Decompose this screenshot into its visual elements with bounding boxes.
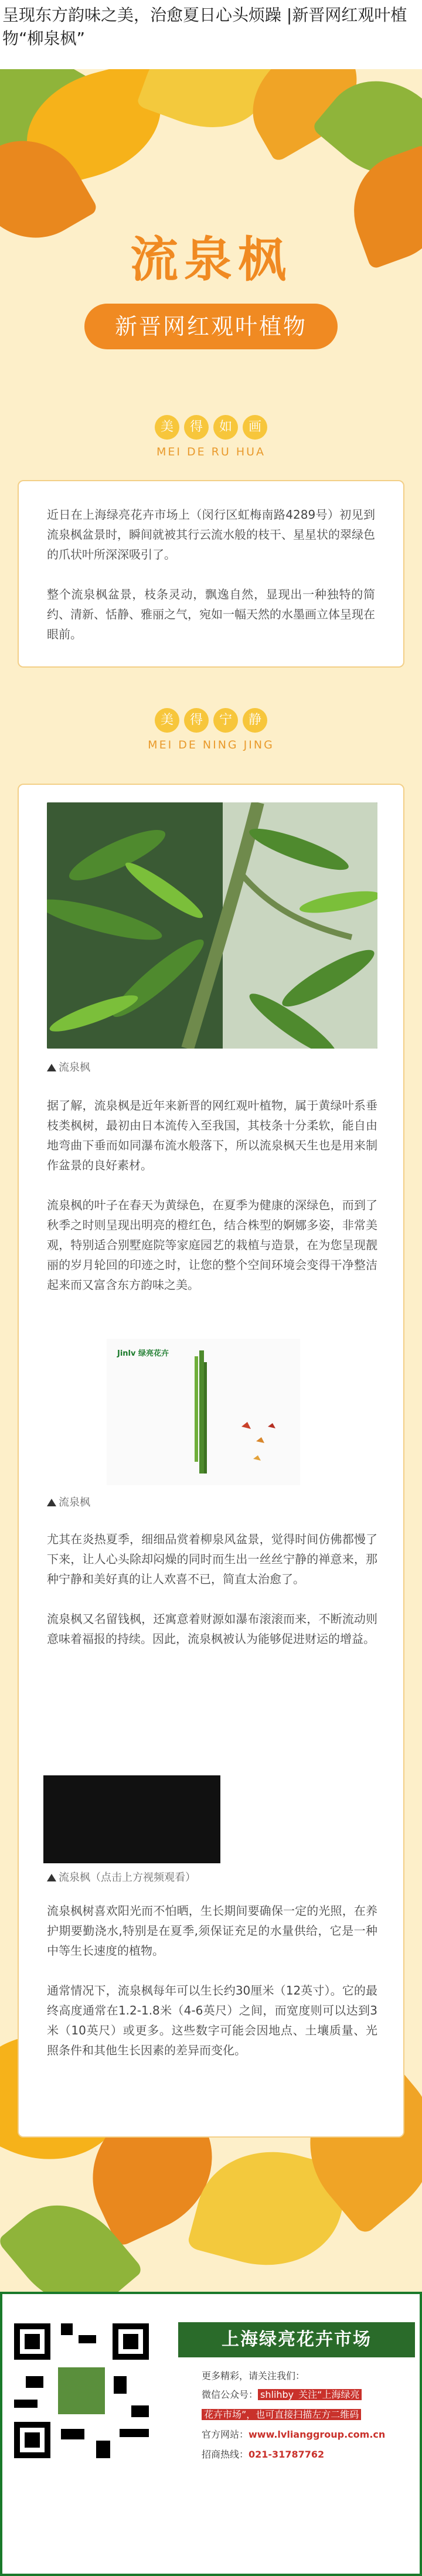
heading-char: 得 xyxy=(184,708,209,733)
intro-paragraph: 近日在上海绿亮花卉市场上（闵行区虹梅南路4289号）初见到流泉枫盆景时，瞬间就被其行云流水般的枝干、星星状的翠绿色的爪状叶所深深吸引了。 xyxy=(47,508,375,562)
article-title xyxy=(0,0,422,69)
maple-photo xyxy=(47,802,377,1049)
website-link[interactable]: www.lvlianggroup.com.cn xyxy=(249,2429,386,2440)
brand-logo: Jinlv 绿亮花卉 xyxy=(117,1349,169,1358)
section-2-heading xyxy=(0,708,422,751)
footer-phone: 招商热线：021-31787762 xyxy=(202,2449,325,2460)
heading-char: 美 xyxy=(155,708,179,733)
footer-wechat-note: 花卉市场”，也可直接扫描左方二维码 xyxy=(202,2408,418,2422)
body-paragraph: 流泉枫又名留钱枫，还寓意着财源如瀑布滚滚而来，不断流动则意味着福报的持续。因此，流泉枫被认为能够促进财运的增益。 xyxy=(47,1612,377,1646)
text-block xyxy=(47,1901,377,2060)
triangle-icon xyxy=(47,1874,56,1881)
triangle-icon xyxy=(47,1499,56,1506)
article-title-line-2: 物“柳泉枫” xyxy=(2,29,86,48)
intro-card xyxy=(18,480,404,668)
text-block xyxy=(47,1529,377,1649)
wechat-id: shlihby xyxy=(258,2389,296,2400)
heading-char: 宁 xyxy=(213,708,238,733)
section-1-subtitle: MEI DE RU HUA xyxy=(156,445,266,458)
section-1-heading xyxy=(0,415,422,458)
photo-caption: 流泉枫 xyxy=(47,1059,90,1074)
heading-char: 画 xyxy=(243,415,267,440)
video-player[interactable] xyxy=(43,1775,220,1863)
company-name: 上海绿亮花卉市场 xyxy=(178,2322,415,2357)
video-caption: 流泉枫（点击上方视频观看） xyxy=(47,1869,196,1884)
section-2-subtitle: MEI DE NING JING xyxy=(148,739,274,751)
heading-char: 得 xyxy=(184,415,209,440)
article-title-line-1: 呈现东方韵味之美，治愈夏日心头烦躁 |新晋网红观叶植 xyxy=(2,5,407,25)
plant-image xyxy=(107,1339,300,1485)
header-title: 流泉枫 xyxy=(130,232,292,288)
phone-number[interactable]: 021-31787762 xyxy=(249,2449,325,2460)
footer-follow-text: 更多精彩，请关注我们： xyxy=(202,2370,305,2381)
qr-code[interactable] xyxy=(14,2323,149,2458)
heading-char: 美 xyxy=(155,415,179,440)
maple-leaves-image xyxy=(47,802,377,1049)
heading-char: 静 xyxy=(243,708,267,733)
content-card xyxy=(18,784,404,2138)
body-paragraph: 通常情况下，流泉枫每年可以生长约30厘米（12英寸）。它的最终高度通常在1.2-1.8米（4-6英尺）之间，而宽度则可以达到3米（10英尺）或更多。这些数字可能会因地点、土壤质量、光照条件和其他生长因素的差异而变化。 xyxy=(47,1983,377,2057)
body-paragraph: 流泉枫树喜欢阳光而不怕晒，生长期间要确保一定的光照，在养护期要勤浇水,特别是在夏季,须保证充足的水量供给，它是一种中等生长速度的植物。 xyxy=(47,1904,377,1958)
header-subtitle: 新晋网红观叶植物 xyxy=(84,304,338,349)
footer-banner xyxy=(0,2292,422,2576)
heading-char: 如 xyxy=(213,415,238,440)
text-block xyxy=(47,1095,377,1295)
photo-caption: 流泉枫 xyxy=(47,1494,90,1509)
poster xyxy=(0,69,422,2292)
footer-wechat: 微信公众号： shlihby 关注“上海绿亮 xyxy=(202,2388,418,2402)
intro-paragraph: 整个流泉枫盆景，枝条灵动，飘逸自然，显现出一种独特的简约、清新、恬静、雅丽之气，宛如一幅天然的水墨画立体呈现在眼前。 xyxy=(47,587,375,641)
footer-website: 官方网站：www.lvlianggroup.com.cn xyxy=(202,2429,386,2440)
triangle-icon xyxy=(47,1064,56,1071)
body-paragraph: 流泉枫的叶子在春天为黄绿色，在夏季为健康的深绿色，而到了秋季之时则呈现出明亮的橙红色，结合株型的婀娜多姿，非常美观，特别适合别墅庭院等家庭园艺的栽植与造景，在为您呈现靓丽的岁月轮回的印迹之时，让您的整个空间环境会变得干净整洁起来而又富含东方韵味之美。 xyxy=(47,1198,377,1292)
body-paragraph: 尤其在炎热夏季，细细品赏着柳泉风盆景，觉得时间仿佛都慢了下来，让人心头除却闷燥的同时而生出一丝丝宁静的禅意来，那种宁静和美好真的让人欢喜不已，简直太治愈了。 xyxy=(47,1532,377,1586)
plant-product-photo xyxy=(107,1339,300,1485)
body-paragraph: 据了解，流泉枫是近年来新晋的网红观叶植物，属于黄绿叶系垂枝类枫树，最初由日本流传入至我国，其枝条十分柔软，能自由地弯曲下垂而如同瀑布流水般落下，所以流泉枫天生也是用来制作盆景的良好素材。 xyxy=(47,1098,377,1172)
